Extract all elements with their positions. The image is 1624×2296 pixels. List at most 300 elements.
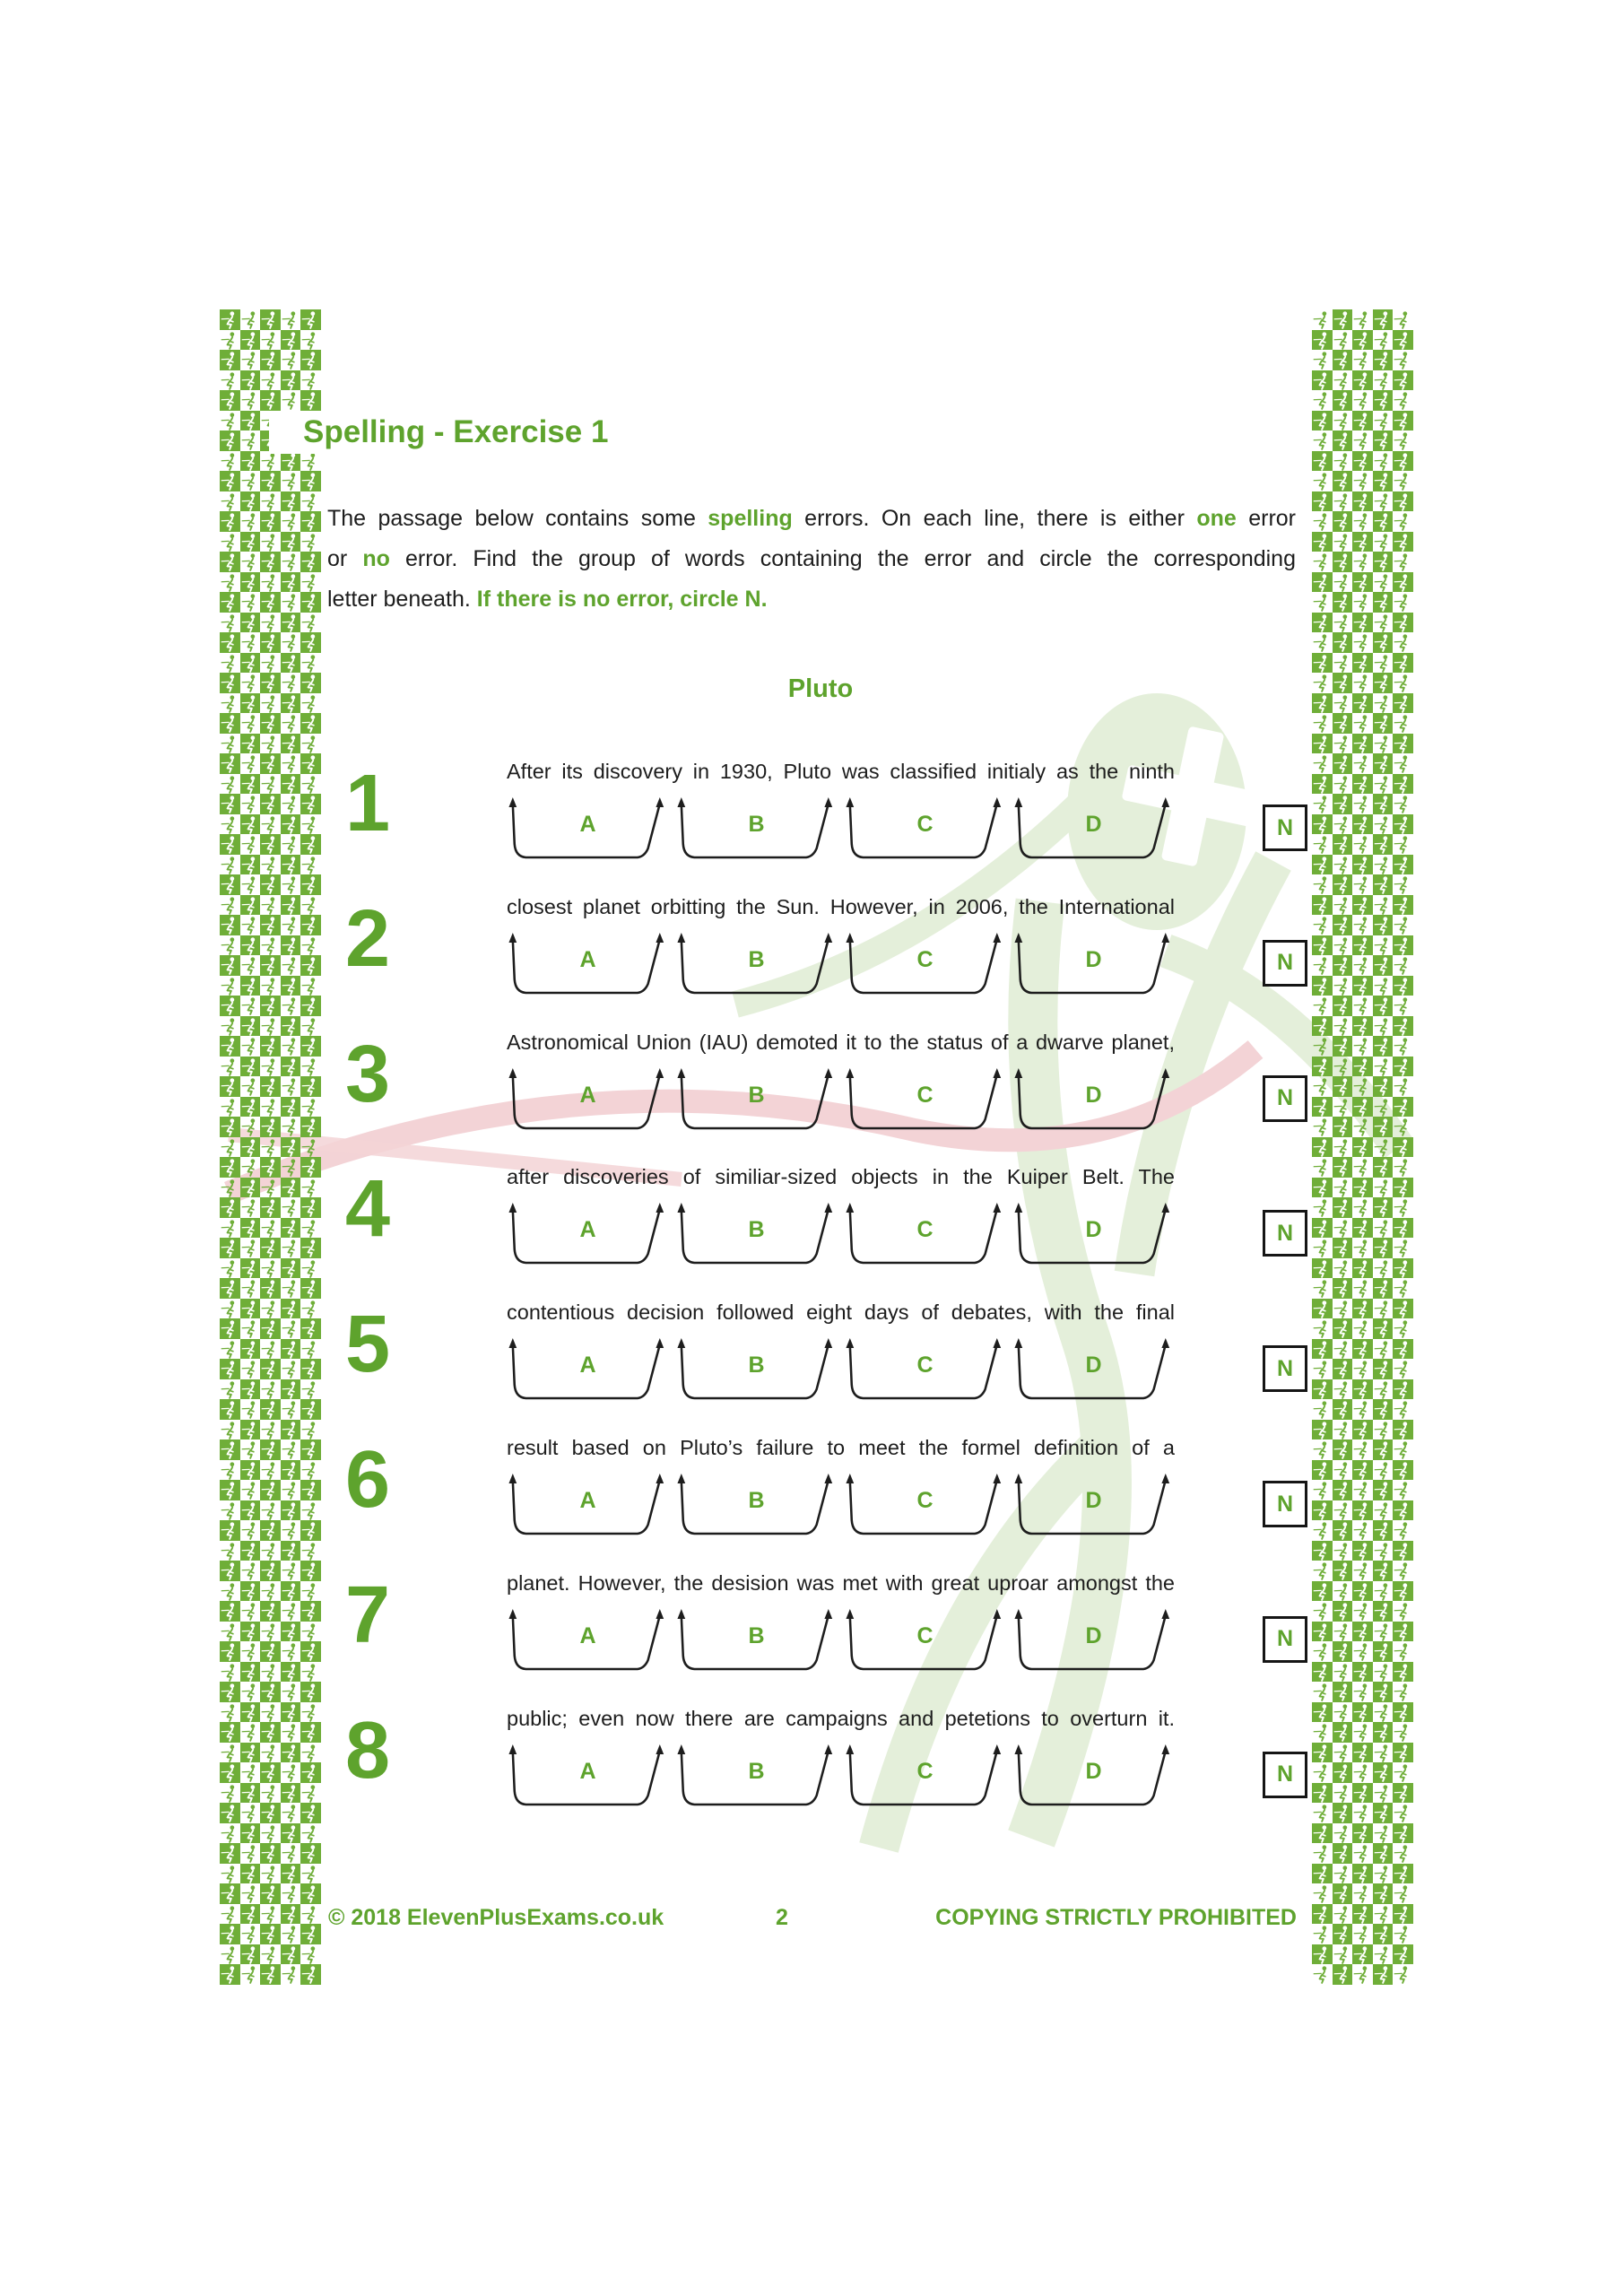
no-error-letter[interactable]: N [1276,1085,1294,1111]
instruction-highlight: one [1196,506,1237,531]
border-tile-figure-icon [1393,632,1413,653]
border-tile-figure-icon [281,572,301,593]
border-tile-figure-icon [220,411,240,431]
border-tile-figure-icon [300,673,321,693]
border-tile-figure-icon [1393,1864,1413,1884]
border-tile-figure-icon [1352,370,1373,391]
border-tile-figure-icon [1312,471,1333,491]
border-tile-figure-icon [260,390,281,411]
question-row [0,1163,1624,1298]
border-tile-figure-icon [240,713,261,734]
border-tile-figure-icon [1312,451,1333,472]
border-tile-figure-icon [300,552,321,572]
border-tile-figure-icon [1333,532,1353,552]
answer-letter-b[interactable]: B [748,1082,765,1108]
border-tile-figure-icon [300,1883,321,1904]
border-tile-figure-icon [1352,572,1373,593]
border-tile-figure-icon [1312,1964,1333,1985]
border-tile-figure-icon [281,632,301,653]
border-tile-figure-icon [1393,370,1413,391]
question-number: 1 [345,759,391,848]
border-tile-figure-icon [1373,713,1394,734]
instruction-highlight: If there is no error, circle N. [476,587,768,612]
question-row [0,1705,1624,1839]
border-tile-figure-icon [1352,411,1373,431]
border-tile-figure-icon [240,430,261,451]
border-tile-figure-icon [220,1944,240,1965]
border-tile-figure-icon [240,673,261,693]
border-tile-figure-icon [260,532,281,552]
answer-bracket-band [507,931,1175,1003]
border-tile-figure-icon [220,592,240,613]
answer-letter-c[interactable]: C [916,1622,934,1648]
border-tile-figure-icon [1352,673,1373,693]
answer-bracket-a[interactable] [507,1066,669,1138]
border-tile-figure-icon [1352,451,1373,472]
border-tile-figure-icon [281,1843,301,1864]
border-tile-figure-icon [260,1883,281,1904]
border-tile-figure-icon [1312,1883,1333,1904]
border-tile-figure-icon [1352,471,1373,491]
answer-bracket-c[interactable] [844,931,1006,1003]
border-tile-figure-icon [281,552,301,572]
answer-bracket-a[interactable] [507,931,669,1003]
border-tile-figure-icon [1333,1864,1353,1884]
answer-bracket-c[interactable] [844,1743,1006,1814]
no-error-box[interactable] [1263,1075,1307,1122]
border-tile-figure-icon [281,653,301,674]
border-tile-figure-icon [1373,411,1394,431]
border-tile-figure-icon [1393,572,1413,593]
border-tile-figure-icon [300,370,321,391]
border-tile-figure-icon [1333,1843,1353,1864]
answer-letter-b[interactable]: B [748,1622,765,1648]
answer-letter-d[interactable]: D [1085,1622,1102,1648]
border-tile-figure-icon [1373,370,1394,391]
answer-bracket-d[interactable] [1012,1201,1175,1273]
border-tile-figure-icon [1393,693,1413,714]
border-tile-figure-icon [1373,653,1394,674]
answer-letter-b[interactable]: B [748,812,765,837]
answer-bracket-b[interactable] [675,1743,838,1814]
border-tile-figure-icon [1312,532,1333,552]
border-tile-figure-icon [1312,390,1333,411]
border-tile-figure-icon [1373,532,1394,552]
answer-bracket-d[interactable] [1012,1607,1175,1679]
no-error-letter[interactable]: N [1276,1761,1294,1787]
border-tile-figure-icon [260,613,281,633]
answer-bracket-a[interactable] [507,1201,669,1273]
answer-letter-c[interactable]: C [916,1082,934,1108]
page-title: Spelling - Exercise 1 [269,411,617,454]
border-tile-figure-icon [1393,491,1413,512]
question-number: 8 [345,1705,391,1796]
border-tile-figure-icon [240,1964,261,1985]
answer-letter-c[interactable]: C [916,1352,934,1378]
border-tile-figure-icon [281,511,301,532]
answer-letter-a[interactable]: A [579,1488,596,1513]
border-tile-figure-icon [1312,1843,1333,1864]
border-tile-figure-icon [240,1944,261,1965]
border-tile-figure-icon [281,713,301,734]
border-tile-figure-icon [220,370,240,391]
border-tile-figure-icon [281,673,301,693]
border-tile-figure-icon [260,370,281,391]
border-tile-figure-icon [1333,330,1353,351]
border-tile-figure-icon [260,653,281,674]
border-tile-figure-icon [1333,592,1353,613]
border-tile-figure-icon [1393,1883,1413,1904]
border-tile-figure-icon [1352,330,1373,351]
answer-bracket-b[interactable] [675,931,838,1003]
border-tile-figure-icon [240,653,261,674]
border-tile-figure-icon [1373,350,1394,370]
border-tile-figure-icon [1312,632,1333,653]
question-text: after discoveries of similiar-sized objects in the Kuiper Belt. The [507,1165,1175,1189]
no-error-letter[interactable]: N [1276,814,1294,840]
answer-bracket-d[interactable] [1012,796,1175,867]
answer-letter-d[interactable]: D [1085,1082,1102,1108]
border-tile-figure-icon [300,592,321,613]
answer-letter-d[interactable]: D [1085,1352,1102,1378]
answer-letter-c[interactable]: C [916,1488,934,1513]
border-tile-figure-icon [1373,471,1394,491]
answer-bracket-band [507,1607,1175,1679]
border-tile-figure-icon [281,350,301,370]
answer-letter-a[interactable]: A [579,1622,596,1648]
border-tile-figure-icon [1333,411,1353,431]
border-tile-figure-icon [1373,309,1394,330]
border-tile-figure-icon [240,330,261,351]
answer-letter-b[interactable]: B [748,1488,765,1513]
border-tile-figure-icon [1352,653,1373,674]
border-tile-figure-icon [1393,673,1413,693]
border-tile-figure-icon [240,411,261,431]
border-tile-figure-icon [240,350,261,370]
border-tile-figure-icon [220,511,240,532]
answer-bracket-d[interactable] [1012,1336,1175,1408]
border-tile-figure-icon [1352,390,1373,411]
answer-bracket-c[interactable] [844,1201,1006,1273]
border-tile-figure-icon [220,1864,240,1884]
answer-bracket-c[interactable] [844,1607,1006,1679]
border-tile-figure-icon [260,734,281,754]
border-tile-figure-icon [260,592,281,613]
border-tile-figure-icon [260,309,281,330]
border-tile-figure-icon [1373,734,1394,754]
border-tile-figure-icon [1393,309,1413,330]
border-tile-figure-icon [281,1864,301,1884]
border-tile-figure-icon [1352,1883,1373,1904]
answer-letter-d[interactable]: D [1085,812,1102,837]
question-number: 6 [345,1435,391,1525]
question-number: 2 [345,893,391,984]
answer-letter-a[interactable]: A [579,1758,596,1784]
border-tile-figure-icon [1373,491,1394,512]
answer-bracket-d[interactable] [1012,1066,1175,1138]
border-tile-figure-icon [1393,511,1413,532]
answer-bracket-a[interactable] [507,796,669,867]
border-tile-figure-icon [1352,734,1373,754]
answer-letter-d[interactable]: D [1085,1488,1102,1513]
border-tile-figure-icon [1373,1964,1394,1985]
no-error-box[interactable] [1263,1616,1307,1663]
instruction-text: letter beneath. [327,587,477,612]
answer-bracket-d[interactable] [1012,931,1175,1003]
answer-letter-d[interactable]: D [1085,1217,1102,1243]
border-tile-figure-icon [1373,430,1394,451]
answer-bracket-b[interactable] [675,1607,838,1679]
border-tile-figure-icon [1312,713,1333,734]
no-error-box[interactable] [1263,1752,1307,1798]
border-tile-figure-icon [1312,511,1333,532]
border-tile-figure-icon [1352,592,1373,613]
border-tile-figure-icon [1393,653,1413,674]
no-error-box[interactable] [1263,1481,1307,1527]
answer-bracket-b[interactable] [675,1066,838,1138]
border-tile-figure-icon [1393,411,1413,431]
border-tile-figure-icon [281,532,301,552]
border-tile-figure-icon [240,552,261,572]
no-error-box[interactable] [1263,804,1307,851]
border-tile-figure-icon [1373,390,1394,411]
no-error-letter[interactable]: N [1276,950,1294,976]
page-footer [0,1905,1624,1941]
border-tile-figure-icon [1333,572,1353,593]
border-tile-figure-icon [281,693,301,714]
border-tile-figure-icon [1393,592,1413,613]
answer-bracket-a[interactable] [507,1607,669,1679]
border-tile-figure-icon [260,491,281,512]
border-tile-figure-icon [1352,1964,1373,1985]
answer-bracket-c[interactable] [844,1066,1006,1138]
question-number: 3 [345,1029,391,1119]
border-tile-figure-icon [1373,1944,1394,1965]
answer-letter-a[interactable]: A [579,1082,596,1108]
border-tile-figure-icon [1333,370,1353,391]
instruction-line [327,499,1296,539]
border-tile-figure-icon [1333,734,1353,754]
question-text: public; even now there are campaigns and petetions to overturn it. [507,1706,1175,1730]
instruction-highlight: spelling [708,506,793,531]
border-tile-figure-icon [281,1883,301,1904]
border-tile-figure-icon [260,1864,281,1884]
border-tile-figure-icon [1333,693,1353,714]
border-tile-figure-icon [1333,673,1353,693]
border-tile-figure-icon [1312,693,1333,714]
border-tile-figure-icon [300,1843,321,1864]
border-tile-figure-icon [240,613,261,633]
question-row [0,1029,1624,1163]
border-tile-figure-icon [240,471,261,491]
border-tile-figure-icon [240,491,261,512]
answer-letter-b[interactable]: B [748,946,765,972]
border-tile-figure-icon [1333,1964,1353,1985]
answer-bracket-d[interactable] [1012,1743,1175,1814]
border-tile-figure-icon [260,572,281,593]
answer-letter-b[interactable]: B [748,1352,765,1378]
border-tile-figure-icon [1333,713,1353,734]
border-tile-figure-icon [260,1964,281,1985]
border-tile-figure-icon [240,572,261,593]
border-tile-figure-icon [1352,1944,1373,1965]
instruction-highlight: no [362,546,390,571]
border-tile-figure-icon [220,350,240,370]
border-tile-figure-icon [260,1843,281,1864]
border-tile-figure-icon [220,653,240,674]
border-tile-figure-icon [1373,572,1394,593]
border-tile-figure-icon [300,572,321,593]
border-tile-figure-icon [1352,632,1373,653]
border-tile-figure-icon [1333,309,1353,330]
answer-bracket-band [507,1066,1175,1138]
border-tile-figure-icon [1373,693,1394,714]
border-tile-figure-icon [220,451,240,472]
border-tile-figure-icon [1312,430,1333,451]
instruction-line [327,539,1296,579]
border-tile-figure-icon [240,390,261,411]
border-tile-figure-icon [1312,309,1333,330]
answer-bracket-a[interactable] [507,1743,669,1814]
border-tile-figure-icon [300,653,321,674]
answer-letter-c[interactable]: C [916,1217,934,1243]
answer-bracket-c[interactable] [844,1336,1006,1408]
no-error-letter[interactable]: N [1276,1220,1294,1246]
border-tile-figure-icon [1393,1843,1413,1864]
question-text: result based on Pluto’s failure to meet the formel definition of a [507,1436,1175,1459]
border-tile-figure-icon [281,309,301,330]
answer-bracket-b[interactable] [675,1336,838,1408]
border-tile-figure-icon [300,713,321,734]
border-tile-figure-icon [240,511,261,532]
border-tile-figure-icon [300,734,321,754]
answer-bracket-c[interactable] [844,796,1006,867]
no-error-box[interactable] [1263,940,1307,987]
answer-letter-a[interactable]: A [579,1217,596,1243]
border-tile-figure-icon [300,1964,321,1985]
border-tile-figure-icon [240,693,261,714]
answer-letter-a[interactable]: A [579,812,596,837]
no-error-box[interactable] [1263,1345,1307,1392]
border-tile-figure-icon [281,330,301,351]
border-tile-figure-icon [300,350,321,370]
border-tile-figure-icon [300,1944,321,1965]
border-tile-figure-icon [240,451,261,472]
question-text: Astronomical Union (IAU) demoted it to the status of a dwarve planet, [507,1030,1175,1054]
border-tile-figure-icon [220,632,240,653]
no-error-letter[interactable]: N [1276,1626,1294,1652]
border-tile-figure-icon [1393,451,1413,472]
answer-bracket-band [507,1201,1175,1273]
answer-bracket-b[interactable] [675,1201,838,1273]
border-tile-figure-icon [240,734,261,754]
border-tile-figure-icon [1333,451,1353,472]
no-error-box[interactable] [1263,1210,1307,1257]
border-tile-figure-icon [260,330,281,351]
border-tile-figure-icon [220,390,240,411]
question-row [0,1299,1624,1433]
border-tile-figure-icon [300,613,321,633]
answer-letter-c[interactable]: C [916,812,934,837]
border-tile-figure-icon [1352,1843,1373,1864]
border-tile-figure-icon [1393,390,1413,411]
border-tile-figure-icon [1393,330,1413,351]
border-tile-figure-icon [220,471,240,491]
border-tile-figure-icon [1373,330,1394,351]
border-tile-figure-icon [1333,511,1353,532]
border-tile-figure-icon [300,1864,321,1884]
border-tile-figure-icon [220,1843,240,1864]
answer-bracket-band [507,796,1175,867]
border-tile-figure-icon [1312,673,1333,693]
question-text: planet. However, the desision was met with great uproar amongst the [507,1570,1175,1595]
answer-letter-a[interactable]: A [579,1352,596,1378]
border-tile-figure-icon [281,734,301,754]
border-tile-figure-icon [1333,1944,1353,1965]
border-tile-figure-icon [1352,552,1373,572]
no-error-letter[interactable]: N [1276,1355,1294,1381]
border-tile-figure-icon [1333,350,1353,370]
border-tile-figure-icon [1333,491,1353,512]
border-tile-figure-icon [1393,532,1413,552]
border-tile-figure-icon [1393,613,1413,633]
border-tile-figure-icon [1312,572,1333,593]
border-tile-figure-icon [1393,734,1413,754]
footer-notice: COPYING STRICTLY PROHIBITED [935,1905,1297,1930]
border-tile-figure-icon [281,370,301,391]
border-tile-figure-icon [1312,491,1333,512]
border-tile-figure-icon [281,1964,301,1985]
border-tile-figure-icon [300,309,321,330]
border-tile-figure-icon [1352,693,1373,714]
border-tile-figure-icon [1373,552,1394,572]
answer-letter-c[interactable]: C [916,946,934,972]
border-tile-figure-icon [1352,1864,1373,1884]
answer-letter-c[interactable]: C [916,1758,934,1784]
border-tile-figure-icon [240,632,261,653]
answer-letter-d[interactable]: D [1085,946,1102,972]
answer-letter-b[interactable]: B [748,1758,765,1784]
border-tile-figure-icon [1393,471,1413,491]
border-tile-figure-icon [1312,350,1333,370]
answer-bracket-b[interactable] [675,1472,838,1544]
answer-bracket-a[interactable] [507,1336,669,1408]
border-tile-figure-icon [281,491,301,512]
footer-page-number: 2 [776,1905,788,1930]
answer-bracket-c[interactable] [844,1472,1006,1544]
border-tile-figure-icon [1393,713,1413,734]
border-tile-figure-icon [1393,1964,1413,1985]
instruction-text: error [1236,506,1297,531]
border-tile-figure-icon [260,350,281,370]
border-tile-figure-icon [220,572,240,593]
no-error-letter[interactable]: N [1276,1491,1294,1517]
answer-bracket-b[interactable] [675,796,838,867]
answer-letter-d[interactable]: D [1085,1758,1102,1784]
question-number: 5 [345,1300,391,1390]
border-tile-figure-icon [1373,1843,1394,1864]
answer-bracket-a[interactable] [507,1472,669,1544]
answer-letter-a[interactable]: A [579,946,596,972]
answer-bracket-d[interactable] [1012,1472,1175,1544]
border-tile-figure-icon [220,1964,240,1985]
border-tile-figure-icon [281,390,301,411]
question-text: closest planet orbitting the Sun. However, in 2006, the International [507,894,1175,918]
border-tile-figure-icon [1333,390,1353,411]
question-number: 7 [345,1570,391,1660]
border-tile-figure-icon [220,1883,240,1904]
answer-letter-b[interactable]: B [748,1217,765,1243]
